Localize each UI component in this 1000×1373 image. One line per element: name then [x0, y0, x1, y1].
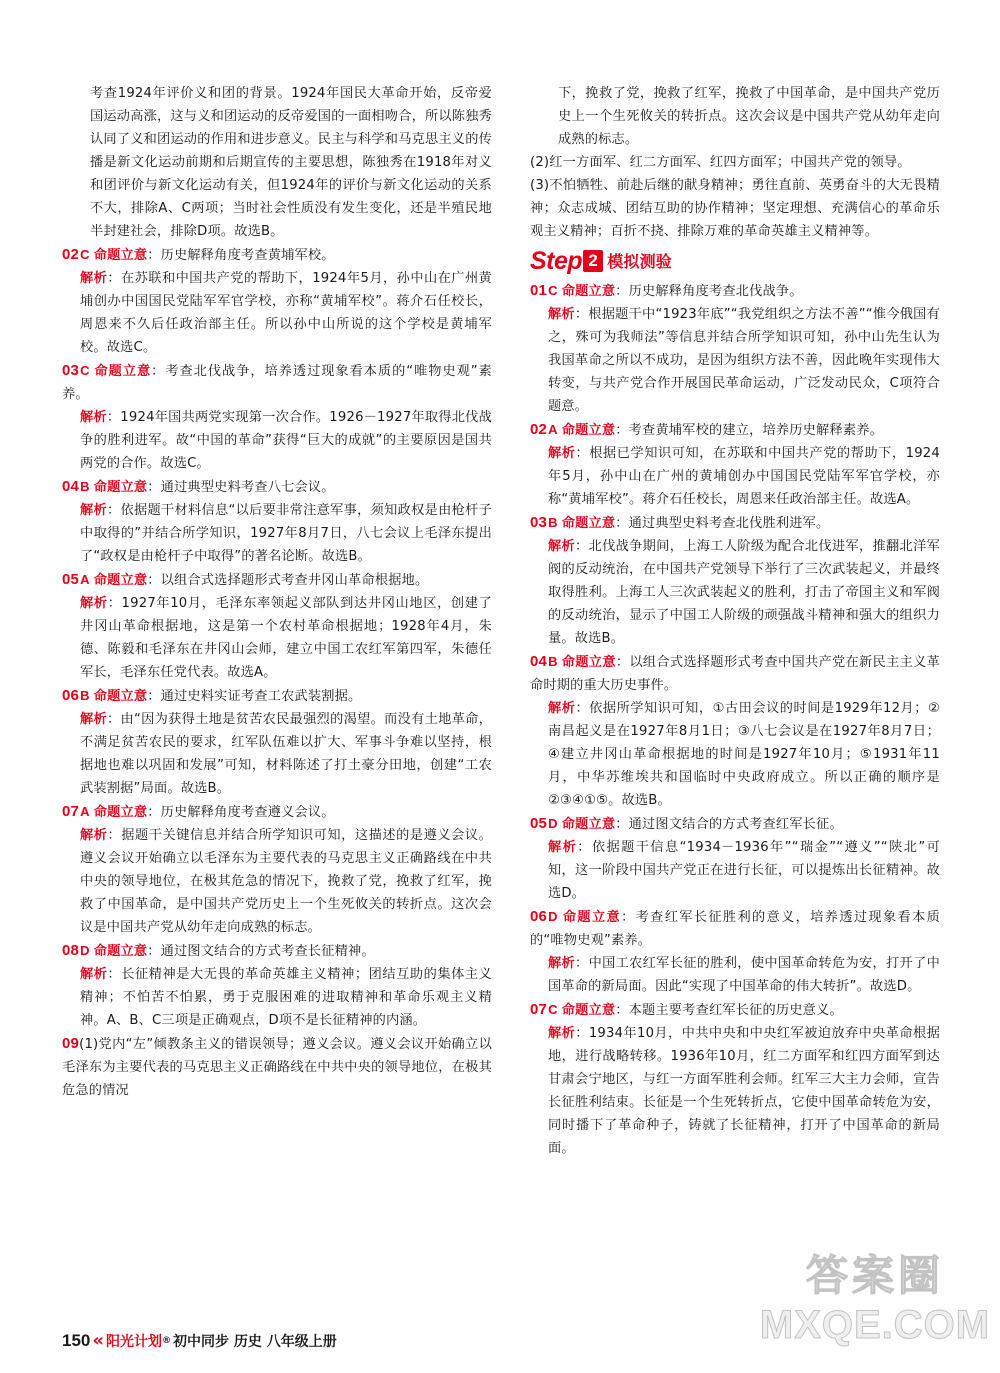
quiz-01-header — [530, 279, 940, 303]
question-09-continued: 下，挽救了党，挽救了红军，挽救了中国革命，是中国共产党历史上一个生死攸关的转折点。这次会议是中国共产党从幼年走向成熟的标志。 — [558, 86, 940, 147]
analysis-text: ：1924年国共两党实现第一次合作。1926－1927年取得北伐战争的胜利进军。故“中国的革命”获得“巨大的成就”的主要原因是国共两党的合作。故选C。 — [80, 410, 492, 471]
purpose-tag: 命题立意 — [93, 944, 148, 959]
question-04-analysis — [62, 499, 492, 568]
purpose-text: ：历史解释角度考查遵义会议。 — [147, 805, 335, 820]
purpose-tag: 命题立意 — [93, 364, 152, 379]
purpose-tag: 命题立意 — [561, 516, 616, 531]
page-footer — [62, 1330, 337, 1351]
question-number: 05A — [62, 571, 90, 588]
step-word: Step — [530, 246, 583, 275]
intro-paragraph: 考查1924年评价义和团的背景。1924年国民大革命开始，反帝爱国运动高涨，这与义和团运动的反帝爱国的一面相吻合，所以陈独秀认同了义和团运动的作用和进步意义。民主与科学和马克思主义的传播是新文化运动前期和后期宣传的主要思想，陈独秀在1918年对义和团评价与新文化运动有关，但1924年的评价与新文化运动的关系不大，排除A、C两项；当时社会性质没有发生变化，还是半殖民地半封建社会，排除D项。故选B。 — [90, 86, 492, 239]
analysis-text: ：根据题干中“1923年底”“我党组织之方法不善”“惟今俄国有之，殊可为我师法”等信息并结合所学知识可知，孙中山先生认为我国革命之所以不成功，是因为组织方法不善，因此晚年实现伟大转变，与共产党合作开展国民革命运动，广泛发动民众，C项符合题意。 — [548, 307, 941, 414]
question-number: 07A — [62, 803, 90, 820]
question-number: 04B — [62, 478, 90, 495]
analysis-tag: 解析 — [80, 271, 108, 286]
analysis-text: ：长征精神是大无畏的革命英雄主义精神；团结互助的集体主义精神；不怕苦不怕累，勇于克服困难的进取精神和革命乐观主义精神。A、B、C三项是正确观点，D项不是长征精神的内涵。 — [80, 967, 492, 1028]
purpose-tag: 命题立意 — [561, 284, 616, 299]
book-title: 初中同步 历史 八年级上册 — [173, 1333, 337, 1350]
purpose-tag: 命题立意 — [93, 689, 148, 704]
analysis-tag: 解析 — [548, 539, 576, 554]
purpose-text: ：以组合式选择题形式考查中国共产党在新民主主义革命时期的重大历史事件。 — [530, 655, 940, 693]
purpose-text: ：本题主要考查红军长征的历史意义。 — [615, 1003, 843, 1018]
question-04-header — [62, 475, 492, 499]
question-number: 08D — [62, 942, 90, 959]
analysis-text: ：1927年10月，毛泽东率领起义部队到达井冈山地区，创建了井冈山革命根据地，这是第一个农村革命根据地；1928年4月，朱德、陈毅和毛泽东在井冈山会师，建立中国工农红军第四军，朱德任军长，毛泽东任党代表。故选A。 — [80, 596, 493, 680]
analysis-tag: 解析 — [548, 701, 576, 716]
watermark-cn: 答案圈 — [805, 1250, 944, 1300]
analysis-text: ：依据题干信息“1934－1936年”“瑞金”“遵义”“陕北”可知，这一阶段中国共产党正在进行长征，可以提炼出长征精神。故选D。 — [548, 840, 940, 901]
purpose-tag: 命题立意 — [93, 248, 148, 263]
question-number: 04B — [530, 653, 558, 670]
quiz-03-analysis — [530, 535, 940, 650]
purpose-tag: 命题立意 — [561, 423, 616, 438]
step-number-badge: 2 — [583, 250, 603, 272]
analysis-tag: 解析 — [548, 956, 576, 971]
question-05-header — [62, 568, 492, 592]
question-number: 02C — [62, 246, 90, 263]
purpose-text: ：考查红军长征胜利的意义，培养透过现象看本质的“唯物史观”素养。 — [530, 910, 940, 948]
purpose-text: ：以组合式选择题形式考查井冈山革命根据地。 — [147, 573, 429, 588]
step-title: 模拟测验 — [607, 251, 672, 271]
quiz-06-analysis — [530, 952, 940, 998]
quiz-01-analysis — [530, 303, 940, 418]
purpose-tag: 命题立意 — [93, 480, 148, 495]
analysis-text: ：在苏联和中国共产党的帮助下，1924年5月，孙中山在广州黄埔创办中国国民党陆军军官学校，亦称“黄埔军校”。蒋介石任校长，周恩来不久后任政治部主任。所以孙中山所说的这个学校是黄埔军校。故选C。 — [80, 271, 493, 355]
analysis-tag: 解析 — [80, 828, 108, 843]
question-number: 06B — [62, 687, 90, 704]
registered-mark: ® — [162, 1335, 172, 1346]
analysis-text: ：据题干关键信息并结合所学知识可知，这描述的是遵义会议。遵义会议开始确立以毛泽东为主要代表的马克思主义正确路线在中共中央的领导地位，在极其危急的情况下，挽救了党，挽救了红军，挽救了中国革命，是中国共产党历史上一个生死攸关的转折点。这次会议是中国共产党从幼年走向成熟的标志。 — [80, 828, 492, 935]
analysis-tag: 解析 — [80, 596, 108, 611]
question-07-header — [62, 800, 492, 824]
quiz-07-header — [530, 998, 940, 1022]
analysis-text: ：中国工农红军长征的胜利，使中国革命转危为安，打开了中国革命的新局面。因此“实现了中国革命的伟大转折”。故选D。 — [548, 956, 940, 994]
purpose-text: ：通过典型史料考查八七会议。 — [147, 480, 335, 495]
question-06-header — [62, 684, 492, 708]
purpose-text: ：考查北伐战争，培养透过现象看本质的“唯物史观”素养。 — [62, 364, 492, 402]
answer-text: (1)党内“左”倾教条主义的错误领导；遵义会议。遵义会议开始确立以毛泽东为主要代表的马克思主义正确路线在中共中央的领导地位，在极其危急的情况 — [62, 1037, 492, 1098]
quiz-03-header — [530, 511, 940, 535]
watermark-logo — [760, 1225, 990, 1365]
question-08-analysis — [62, 963, 492, 1032]
analysis-tag: 解析 — [548, 307, 575, 322]
question-02-analysis — [62, 267, 492, 359]
analysis-text: ：由“因为获得土地是贫苦农民最强烈的渴望。而没有土地革命，不满足贫苦农民的要求，红军队伍难以扩大、军事斗争难以坚持，根据地也难以巩固和发展”可知，材料陈述了打土豪分田地，创建“工农武装割据”局面。故选B。 — [80, 712, 492, 796]
analysis-text: ：1934年10月，中共中央和中央红军被迫放弃中央革命根据地，进行战略转移。1936年10月，红二方面军和红四方面军到达甘肃会宁地区，与红一方面军胜利会师。红军三大主力会师，宣告长征胜利结束。长征是一个生死转折点，它使中国革命转危为安，同时播下了革命种子，铸就了长征精神，打开了中国革命的新局面。 — [548, 1026, 940, 1156]
chevron-left-icon: « — [92, 1330, 105, 1351]
purpose-tag: 命题立意 — [561, 1003, 616, 1018]
quiz-02-analysis — [530, 442, 940, 511]
purpose-text: ：通过史料实证考查工农武装割据。 — [147, 689, 362, 704]
quiz-07-analysis — [530, 1022, 940, 1160]
quiz-05-analysis — [530, 836, 940, 905]
question-09-part3: (3)不怕牺牲、前赴后继的献身精神；勇往直前、英勇奋斗的大无畏精神；众志成城、团结互助的协作精神；坚定理想、充满信心的革命乐观主义精神；百折不挠、排除万难的革命英雄主义精神等。 — [530, 178, 940, 239]
question-number: 02A — [530, 421, 558, 438]
purpose-text: ：通过图文结合的方式考查红军长征。 — [615, 817, 843, 832]
purpose-tag: 命题立意 — [561, 817, 616, 832]
page-number: 150 — [62, 1330, 91, 1350]
purpose-text: ：历史解释角度考查北伐战争。 — [615, 284, 803, 299]
question-08-header — [62, 939, 492, 963]
analysis-tag: 解析 — [548, 840, 578, 855]
analysis-text: ：依据所学知识可知，①古田会议的时间是1929年12月；②南昌起义是在1927年8月1日；③八七会议是在1927年8月7日；④建立井冈山革命根据地的时间是1927年10月；⑤1931年11月，中华苏维埃共和国临时中央政府成立。所以正确的顺序是②③④①⑤。故选B。 — [548, 701, 940, 808]
question-06-analysis — [62, 708, 492, 800]
quiz-04-header — [530, 650, 940, 697]
question-number: 03C — [62, 362, 90, 379]
question-number: 05D — [530, 815, 558, 832]
question-number: 06D — [530, 908, 558, 925]
analysis-tag: 解析 — [80, 712, 107, 727]
question-number: 07C — [530, 1001, 558, 1018]
question-number: 09 — [62, 1035, 80, 1052]
question-03-analysis — [62, 406, 492, 475]
question-09-part2: (2)红一方面军、红二方面军、红四方面军；中国共产党的领导。 — [530, 155, 911, 170]
quiz-05-header — [530, 812, 940, 836]
analysis-tag: 解析 — [80, 967, 108, 982]
purpose-text: ：通过典型史料考查北伐胜利进军。 — [615, 516, 830, 531]
purpose-text: ：历史解释角度考查黄埔军校。 — [147, 248, 335, 263]
question-02-header — [62, 243, 492, 267]
right-column — [530, 82, 940, 1160]
brand-name: 阳光计划 — [106, 1333, 163, 1350]
question-number: 03B — [530, 514, 558, 531]
analysis-tag: 解析 — [80, 410, 107, 425]
purpose-text: ：考查黄埔军校的建立，培养历史解释素养。 — [615, 423, 883, 438]
analysis-tag: 解析 — [548, 1026, 576, 1041]
question-07-analysis — [62, 824, 492, 939]
question-09-part1 — [62, 1032, 492, 1102]
quiz-04-analysis — [530, 697, 940, 812]
question-number: 01C — [530, 282, 558, 299]
purpose-tag: 命题立意 — [93, 805, 148, 820]
purpose-tag: 命题立意 — [561, 655, 616, 670]
purpose-tag: 命题立意 — [93, 573, 148, 588]
quiz-02-header — [530, 418, 940, 442]
quiz-06-header — [530, 905, 940, 952]
question-03-header — [62, 359, 492, 406]
step-banner — [530, 245, 940, 277]
analysis-tag: 解析 — [548, 446, 576, 461]
left-column — [62, 82, 492, 1102]
purpose-tag: 命题立意 — [561, 910, 622, 925]
analysis-text: ：依据题干材料信息“以后要非常注意军事，须知政权是由枪杆子中取得的”并结合所学知识，1927年8月7日，八七会议上毛泽东提出了“政权是由枪杆子中取得”的著名论断。故选B。 — [80, 503, 492, 564]
question-05-analysis — [62, 592, 492, 684]
watermark-en: MXQE.COM — [759, 1302, 991, 1347]
analysis-text: ：北伐战争期间，上海工人阶级为配合北伐进军，推翻北洋军阀的反动统治，在中国共产党领导下举行了三次武装起义，并最终取得胜利。上海工人三次武装起义的胜利，打击了帝国主义和军阀的反动统治，显示了中国工人阶级的顽强战斗精神和强大的组织力量。故选B。 — [548, 539, 940, 646]
analysis-text: ：根据已学知识可知，在苏联和中国共产党的帮助下，1924年5月，孙中山在广州的黄埔创办中国国民党陆军军官学校，亦称“黄埔军校”。蒋介石任校长，周恩来任政治部主任。故选A。 — [548, 446, 940, 507]
analysis-tag: 解析 — [80, 503, 107, 518]
purpose-text: ：通过图文结合的方式考查长征精神。 — [147, 944, 375, 959]
